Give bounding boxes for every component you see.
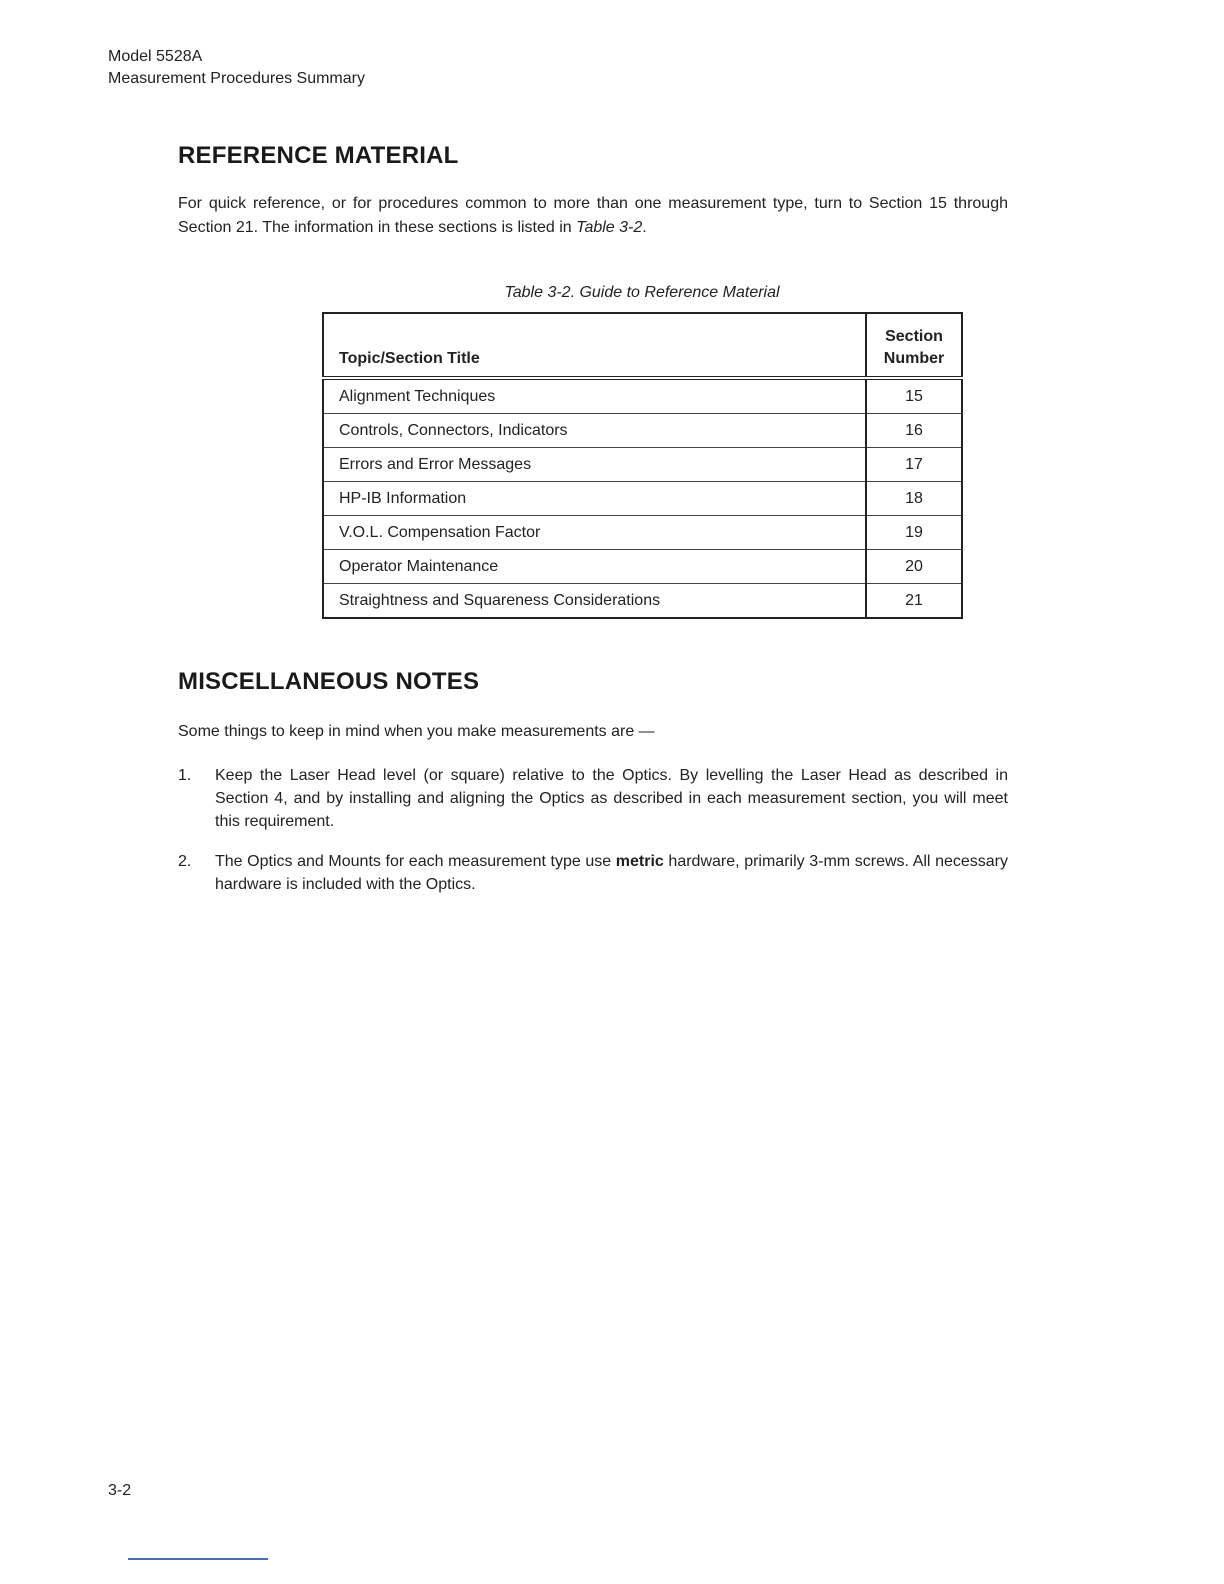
row-number: 17 [866,448,962,482]
row-topic: Operator Maintenance [323,550,866,584]
table-row [323,414,962,448]
row-topic: HP-IB Information [323,482,866,516]
document-header [108,46,365,90]
note-text-after: hardware, primarily 3-mm screws. All necessary hardware is included with the Optics. [215,853,1009,893]
reference-heading: REFERENCE MATERIAL [178,142,459,169]
reference-table [322,312,963,619]
table-caption: Table 3-2. Guide to Reference Material [504,284,780,301]
note-bold-term: metric [615,853,664,870]
row-number: 18 [866,482,962,516]
misc-intro: Some things to keep in mind when you make measurements are — [178,723,655,740]
misc-heading: MISCELLANEOUS NOTES [178,668,480,695]
row-topic: V.O.L. Compensation Factor [323,516,866,550]
table-row [323,584,962,619]
reference-paragraph-lead: For quick reference, or for procedures common to more than one measurement type, turn to Section 15 through Section 21. The information in these sections is listed in [178,195,1008,236]
row-topic: Errors and Error Messages [323,448,866,482]
table-row [323,482,962,516]
table-row [323,516,962,550]
table-row [323,378,962,414]
row-number: 19 [866,516,962,550]
list-item [178,764,1008,833]
table-reference: Table 3-2 [576,219,643,236]
page-number: 3-2 [108,1482,132,1499]
reference-paragraph [178,192,1008,240]
row-topic: Alignment Techniques [323,378,866,414]
note-text-before: The Optics and Mounts for each measurement type use [215,853,616,870]
table-row [323,448,962,482]
footer-rule [128,1558,268,1560]
column-header-section-number [866,313,962,378]
row-number: 16 [866,414,962,448]
note-number: 1. [178,767,192,784]
table-header-row [323,313,962,378]
notes-list [178,764,1008,913]
row-topic: Straightness and Squareness Considerations [323,584,866,619]
note-text: Keep the Laser Head level (or square) relative to the Optics. By levelling the Laser Head as described in Section 4, and by installing and aligning the Optics as described in each measurement section, you will meet this requirement. [215,767,1008,830]
column-header-line2: Number [883,350,945,367]
row-topic: Controls, Connectors, Indicators [323,414,866,448]
list-item [178,850,1008,896]
header-subtitle: Measurement Procedures Summary [108,70,365,87]
note-number: 2. [178,853,192,870]
table-row [323,550,962,584]
header-model: Model 5528A [108,48,203,65]
row-number: 15 [866,378,962,414]
row-number: 21 [866,584,962,619]
row-number: 20 [866,550,962,584]
reference-paragraph-end: . [642,219,647,236]
column-header-line1: Section [885,328,943,345]
column-header-topic: Topic/Section Title [339,350,480,367]
